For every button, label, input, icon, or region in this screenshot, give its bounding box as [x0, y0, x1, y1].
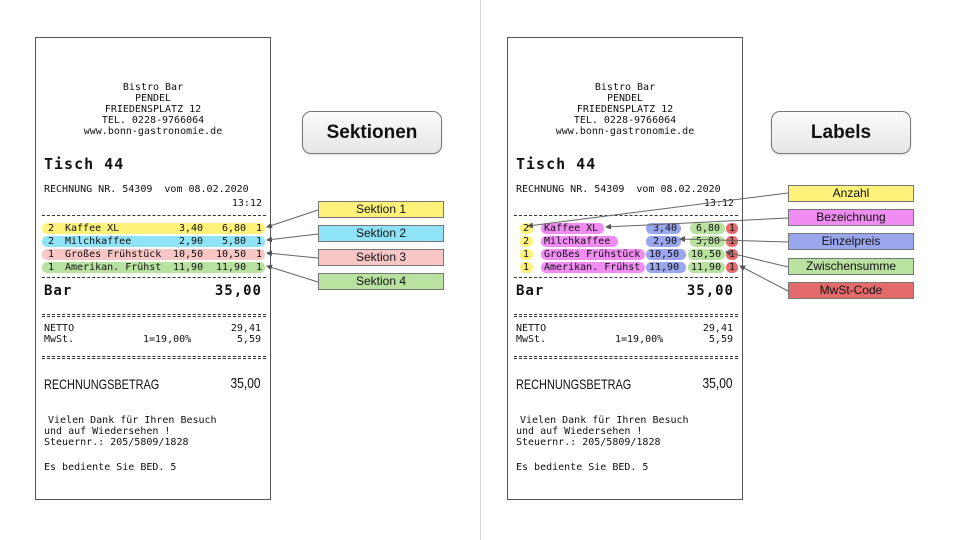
item-subtotal: 5,80 — [696, 236, 721, 247]
total-value: 35,00 — [230, 375, 261, 392]
netto-value: 29,41 — [702, 323, 733, 334]
netto-label: NETTO — [44, 323, 75, 334]
thanks-line-2: und auf Wiedersehen ! — [516, 426, 643, 437]
item-tax-code: 1 — [256, 236, 263, 247]
callout-description: Bezeichnung — [788, 209, 914, 226]
separator — [514, 215, 738, 216]
invoice-time: 13:12 — [703, 198, 734, 209]
item-qty: 2 — [523, 236, 530, 247]
item-unit-price: 2,90 — [653, 236, 678, 247]
arrow-section-2 — [267, 234, 318, 240]
item-name: Großes Frühstück — [65, 249, 162, 260]
item-unit-price: 10,50 — [649, 249, 680, 260]
total-value: 35,00 — [702, 375, 733, 392]
item-name: Milchkaffee — [65, 236, 132, 247]
item-name: Großes Frühstück — [544, 249, 641, 260]
item-subtotal: 10,50 — [216, 249, 247, 260]
item-subtotal: 10,50 — [691, 249, 722, 260]
table-number: Tisch 44 — [44, 155, 125, 173]
netto-value: 29,41 — [230, 323, 261, 334]
item-name: Milchkaffee — [544, 236, 611, 247]
invoice-line: RECHNUNG NR. 54309 vom 08.02.2020 — [44, 184, 249, 195]
double-separator — [514, 314, 738, 317]
callout-section-4: Sektion 4 — [318, 273, 444, 290]
separator — [42, 277, 266, 278]
callout-section-1: Sektion 1 — [318, 201, 444, 218]
vat-rate: 1=19,00% — [615, 334, 664, 345]
separator — [514, 277, 738, 278]
shop-website: www.bonn-gastronomie.de — [555, 126, 695, 137]
shop-phone: TEL. 0228-9766064 — [101, 115, 205, 126]
double-separator — [42, 356, 266, 359]
item-name: Amerikan. Frühst — [544, 262, 641, 273]
payment-method-label: Bar — [44, 283, 73, 299]
item-qty: 1 — [48, 249, 55, 260]
shop-subname: PENDEL — [606, 93, 644, 104]
item-name: Amerikan. Frühst — [65, 262, 162, 273]
payment-amount: 35,00 — [214, 283, 262, 299]
item-unit-price: 2,90 — [179, 236, 204, 247]
arrow-tax-code — [740, 266, 788, 291]
vat-value: 5,59 — [236, 334, 261, 345]
double-separator — [42, 314, 266, 317]
item-qty: 1 — [523, 249, 530, 260]
panel-divider — [480, 0, 481, 540]
callout-subtotal: Zwischensumme — [788, 258, 914, 275]
table-number: Tisch 44 — [516, 155, 597, 173]
arrow-section-4 — [267, 266, 318, 282]
callout-section-3: Sektion 3 — [318, 249, 444, 266]
double-separator — [514, 356, 738, 359]
item-subtotal: 6,80 — [222, 223, 247, 234]
vat-label: MwSt. — [516, 334, 547, 345]
payment-method-label: Bar — [516, 283, 545, 299]
item-name: Kaffee XL — [544, 223, 599, 234]
vat-label: MwSt. — [44, 334, 75, 345]
item-unit-price: 10,50 — [173, 249, 204, 260]
item-tax-code: 1 — [729, 262, 736, 273]
item-qty: 2 — [48, 223, 55, 234]
arrow-section-3 — [267, 253, 318, 258]
callout-section-2: Sektion 2 — [318, 225, 444, 242]
total-label: RECHNUNGSBETRAG — [516, 376, 632, 392]
shop-subname: PENDEL — [134, 93, 172, 104]
item-qty: 1 — [48, 262, 55, 273]
tax-number: Steuernr.: 205/5809/1828 — [44, 437, 189, 448]
item-tax-code: 1 — [729, 236, 736, 247]
item-unit-price: 11,90 — [649, 262, 680, 273]
thanks-line-2: und auf Wiedersehen ! — [44, 426, 171, 437]
tax-number: Steuernr.: 205/5809/1828 — [516, 437, 661, 448]
labels-title: Labels — [771, 111, 911, 154]
item-subtotal: 11,90 — [216, 262, 247, 273]
shop-address: FRIEDENSPLATZ 12 — [104, 104, 202, 115]
item-unit-price: 11,90 — [173, 262, 204, 273]
callout-tax-code: MwSt-Code — [788, 282, 914, 299]
item-tax-code: 1 — [729, 249, 736, 260]
shop-name: Bistro Bar — [594, 82, 656, 93]
served-by: Es bediente Sie BED. 5 — [516, 462, 649, 473]
invoice-line: RECHNUNG NR. 54309 vom 08.02.2020 — [516, 184, 721, 195]
shop-phone: TEL. 0228-9766064 — [573, 115, 677, 126]
netto-label: NETTO — [516, 323, 547, 334]
item-tax-code: 1 — [729, 223, 736, 234]
item-subtotal: 11,90 — [691, 262, 722, 273]
callout-quantity: Anzahl — [788, 185, 914, 202]
item-qty: 2 — [523, 223, 530, 234]
item-name: Kaffee XL — [65, 223, 120, 234]
vat-rate: 1=19,00% — [143, 334, 192, 345]
vat-value: 5,59 — [708, 334, 733, 345]
arrow-section-1 — [267, 210, 318, 227]
item-unit-price: 3,40 — [179, 223, 204, 234]
receipt-labels — [507, 37, 743, 500]
thanks-line-1: Vielen Dank für Ihren Besuch — [520, 415, 689, 426]
shop-address: FRIEDENSPLATZ 12 — [576, 104, 674, 115]
served-by: Es bediente Sie BED. 5 — [44, 462, 177, 473]
item-subtotal: 6,80 — [696, 223, 721, 234]
receipt-sections — [35, 37, 271, 500]
shop-name: Bistro Bar — [122, 82, 184, 93]
invoice-time: 13:12 — [231, 198, 262, 209]
shop-website: www.bonn-gastronomie.de — [83, 126, 223, 137]
sections-title: Sektionen — [302, 111, 442, 154]
callout-unit-price: Einzelpreis — [788, 233, 914, 250]
item-tax-code: 1 — [256, 249, 263, 260]
item-subtotal: 5,80 — [222, 236, 247, 247]
total-label: RECHNUNGSBETRAG — [44, 376, 160, 392]
item-unit-price: 3,40 — [653, 223, 678, 234]
item-qty: 2 — [48, 236, 55, 247]
separator — [42, 215, 266, 216]
item-tax-code: 1 — [256, 262, 263, 273]
thanks-line-1: Vielen Dank für Ihren Besuch — [48, 415, 217, 426]
item-tax-code: 1 — [256, 223, 263, 234]
item-qty: 1 — [523, 262, 530, 273]
payment-amount: 35,00 — [686, 283, 734, 299]
